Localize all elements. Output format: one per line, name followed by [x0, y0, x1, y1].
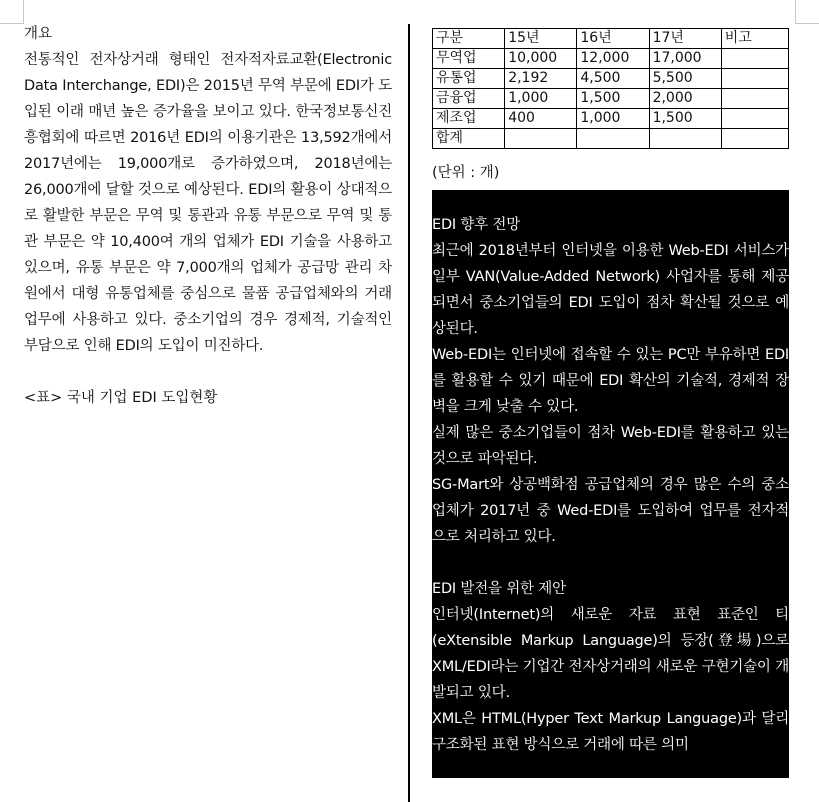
highlighted-text-block[interactable]: [432, 190, 789, 778]
table-cell: [721, 89, 788, 109]
table-header-cell: 15년: [505, 29, 577, 49]
table-cell: 합계: [433, 129, 505, 149]
table-row: [433, 49, 789, 69]
table-cell: 2,000: [649, 89, 721, 109]
section-heading-overview: 개요: [24, 26, 53, 42]
section-heading-proposal: EDI 발전을 위한 제안: [432, 581, 566, 597]
crop-mark-top-right-v: [795, 0, 796, 24]
table-header-cell: 17년: [649, 29, 721, 49]
table-cell: [649, 129, 721, 149]
table-cell: 1,500: [649, 109, 721, 129]
table-cell: 금융업: [433, 89, 505, 109]
proposal-paragraph-1: 인터넷(Internet)의 새로운 자료 표현 표준인 티(eXtensible Markup Language)의 등장(登場)으로 XML/EDI라는 기업간 전자상거래의 새로운 구현기술이 개발되고 있다.: [432, 607, 789, 701]
table-cell: 5,500: [649, 69, 721, 89]
edi-adoption-table: [432, 28, 789, 149]
future-paragraph-1: 최근에 2018년부터 인터넷을 이용한 Web-EDI 서비스가 일부 VAN(Value-Added Network) 사업자를 통해 제공되면서 중소기업들의 EDI 도입이 점차 확산될 것으로 예상된다.: [432, 243, 789, 337]
table-cell: 무역업: [433, 49, 505, 69]
table-cell: 12,000: [577, 49, 649, 69]
table-cell: [577, 129, 649, 149]
table-row-total: [433, 129, 789, 149]
future-paragraph-3: 실제 많은 중소기업들이 점차 Web-EDI를 활용하고 있는 것으로 파악된다.: [432, 425, 789, 467]
proposal-paragraph-2: XML은 HTML(Hyper Text Markup Language)과 달리 구조화된 표현 방식으로 거래에 따른 의미: [432, 711, 789, 753]
table-row: [433, 89, 789, 109]
table-cell: [721, 69, 788, 89]
paragraph-gap: [432, 550, 789, 576]
table-header-cell: 구분: [433, 29, 505, 49]
overview-paragraph: 전통적인 전자상거래 형태인 전자적자료교환(Electronic Data Interchange, EDI)은 2015년 무역 부문에 EDI가 도입된 이래 매년 높은 증가율을 보이고 있다. 한국정보통신진흥협회에 따르면 2016년 EDI의 이용기관은 13,592개에서 2017년에는 19,000개로 증가하였으며, 2018년에는 26,000개에 달할 것으로 예상된다. EDI의 활용이 상대적으로 활발한 부문은 무역 및 통관과 유통 부문으로 무역 및 통관 부문은 약 10,400여 개의 업체가 EDI 기술을 사용하고 있으며, 유통 부문은 약 7,000개의 업체가 공급망 관리 차원에서 대형 유통업체를 중심으로 물품 공급업체와의 거래 업무에 사용하고 있다. 중소기업의 경우 경제적, 기술적인 부담으로 인해 EDI의 도입이 미진하다.: [24, 52, 392, 354]
table-cell: [721, 129, 788, 149]
table-header-cell: 비고: [721, 29, 788, 49]
table-cell: 17,000: [649, 49, 721, 69]
table-cell: 400: [505, 109, 577, 129]
column-divider: [408, 24, 410, 802]
table-header-row: [433, 29, 789, 49]
table-cell: [721, 109, 788, 129]
table-caption: <표> 국내 기업 EDI 도입현황: [24, 390, 218, 406]
table-cell: 1,500: [577, 89, 649, 109]
crop-mark-top-right-h: [795, 23, 819, 24]
table-cell: 1,000: [505, 89, 577, 109]
table-cell: 2,192: [505, 69, 577, 89]
table-cell: 1,000: [577, 109, 649, 129]
table-cell: [505, 129, 577, 149]
future-paragraph-2: Web-EDI는 인터넷에 접속할 수 있는 PC만 부유하면 EDI를 활용할 수 있기 때문에 EDI 확산의 기술적, 경제적 장벽을 크게 낮출 수 있다.: [432, 347, 789, 415]
future-paragraph-4: SG-Mart와 상공백화점 공급업체의 경우 많은 수의 중소업체가 2017년 중 Wed-EDI를 도입하여 업무를 전자적으로 처리하고 있다.: [432, 477, 789, 545]
left-column: [24, 21, 392, 426]
table-cell: 유통업: [433, 69, 505, 89]
table-cell: 제조업: [433, 109, 505, 129]
table-row: [433, 69, 789, 89]
table-cell: [721, 49, 788, 69]
table-cell: 10,000: [505, 49, 577, 69]
table-header-cell: 16년: [577, 29, 649, 49]
table-unit-note: (단위 : 개): [432, 165, 500, 181]
table-row: [433, 109, 789, 129]
table-cell: 4,500: [577, 69, 649, 89]
crop-mark-top-left-h: [0, 23, 24, 24]
section-heading-future: EDI 향후 전망: [432, 217, 521, 233]
